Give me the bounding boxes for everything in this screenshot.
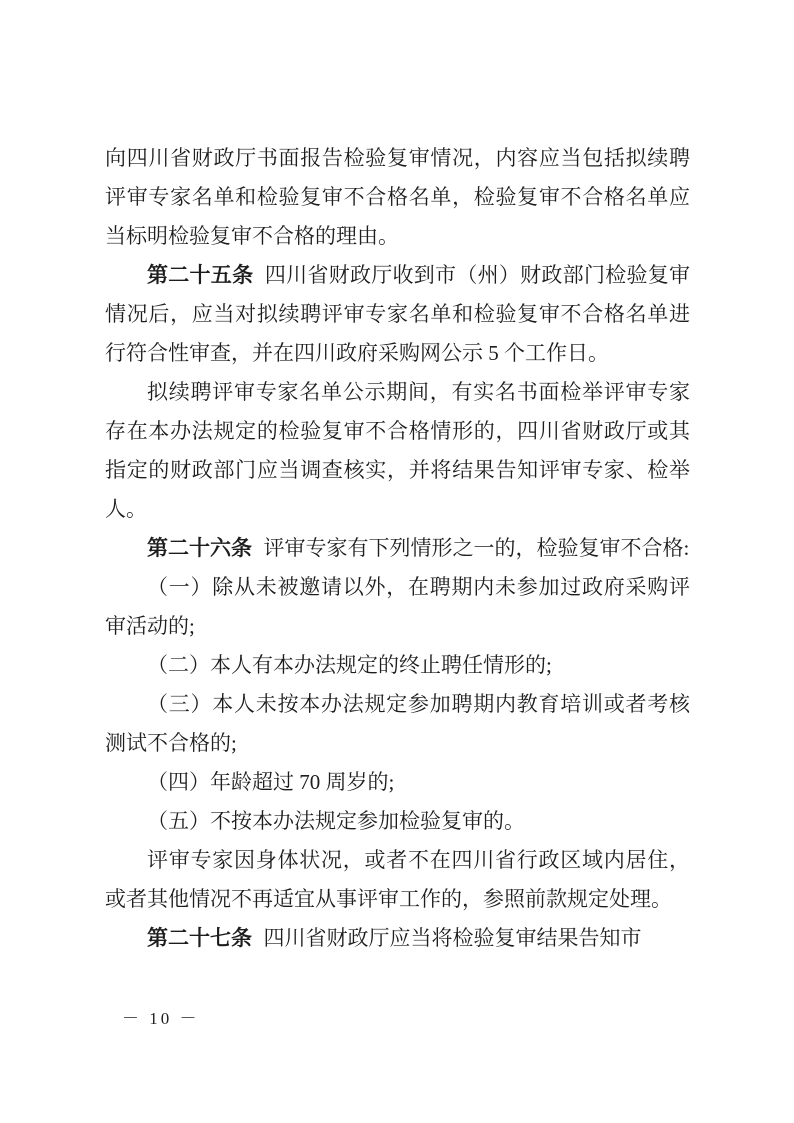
document-body	[105, 139, 690, 958]
paragraph-publicity-period	[105, 373, 690, 529]
paragraph-text: （三）本人未按本办法规定参加聘期内教育培训或者考核测试不合格的;	[105, 692, 690, 755]
paragraph-text: 四川省财政厅应当将检验复审结果告知市	[263, 926, 642, 950]
paragraph-text: 拟续聘评审专家名单公示期间，有实名书面检举评审专家存在本办法规定的检验复审不合格情形的，四川省财政厅或其指定的财政部门应当调查核实，并将结果告知评审专家、检举人。	[105, 380, 690, 521]
paragraph-text: （二）本人有本办法规定的终止聘任情形的;	[147, 653, 552, 677]
paragraph-text: 评审专家有下列情形之一的，检验复审不合格:	[263, 536, 690, 560]
paragraph-article-26	[105, 529, 690, 568]
article-25-number: 第二十五条	[147, 264, 254, 287]
paragraph-text: 评审专家因身体状况，或者不在四川省行政区域内居住，或者其他情况不再适宜从事评审工作的，参照前款规定处理。	[105, 848, 690, 911]
paragraph-text: （四）年龄超过 70 周岁的;	[147, 770, 395, 794]
article-27-number: 第二十七条	[147, 927, 252, 950]
list-item-5	[105, 802, 690, 841]
paragraph-text: 四川省财政厅收到市（州）财政部门检验复审情况后，应当对拟续聘评审专家名单和检验复审不合格名单进行符合性审查，并在四川政府采购网公示 5 个工作日。	[105, 263, 691, 365]
paragraph-article-25	[105, 256, 690, 373]
list-item-3	[105, 685, 690, 763]
paragraph-text: （一）除从未被邀请以外，在聘期内未参加过政府采购评审活动的;	[105, 575, 690, 638]
paragraph-text: （五）不按本办法规定参加检验复审的。	[147, 809, 525, 833]
paragraph-health-condition	[105, 841, 690, 919]
page-number: － 10 －	[122, 1009, 200, 1028]
list-item-4	[105, 763, 690, 802]
article-26-number: 第二十六条	[147, 537, 252, 560]
paragraph-text: 向四川省财政厅书面报告检验复审情况，内容应当包括拟续聘评审专家名单和检验复审不合格名单，检验复审不合格名单应当标明检验复审不合格的理由。	[105, 146, 690, 248]
paragraph-continuation	[105, 139, 690, 256]
list-item-1	[105, 568, 690, 646]
list-item-2	[105, 646, 690, 685]
paragraph-article-27	[105, 919, 690, 958]
